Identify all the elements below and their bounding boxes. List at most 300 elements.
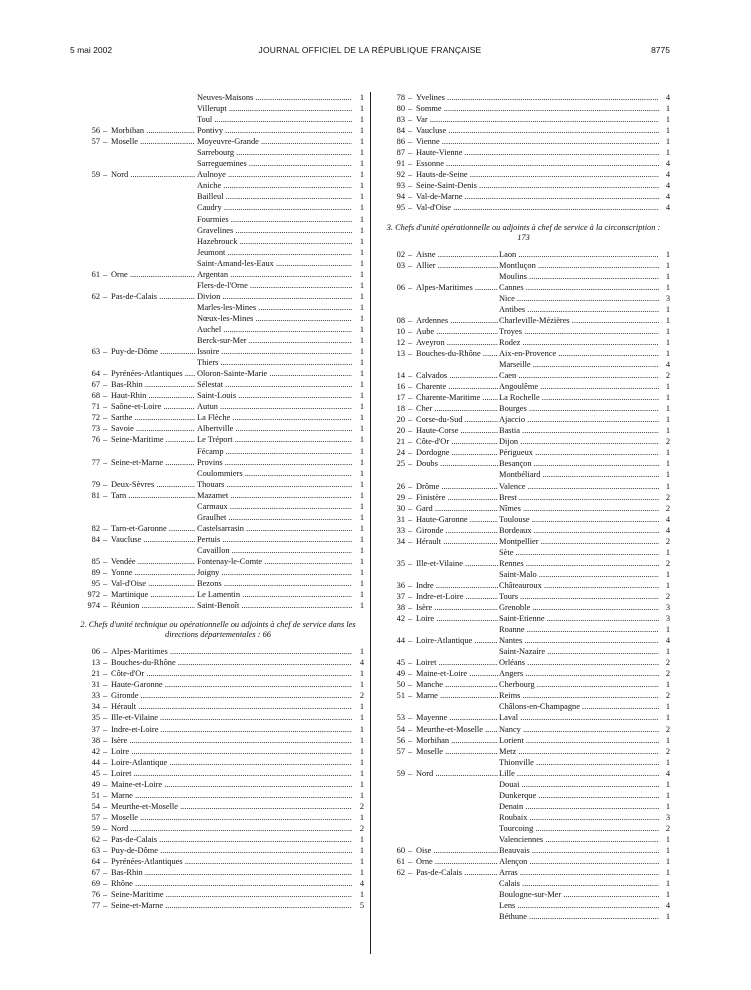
- dept-code: 30: [396, 503, 405, 513]
- post-count: 1: [665, 735, 670, 745]
- post-count: 1: [359, 669, 364, 679]
- dept-name: Tarn-et-Garonne .....: [111, 523, 195, 534]
- city-name: Pertuis .....: [197, 534, 352, 545]
- dept-code: 06: [91, 647, 100, 657]
- post-count: 1: [665, 779, 670, 789]
- dept-code: 83: [396, 115, 405, 125]
- city-name: Tours .....: [499, 591, 659, 602]
- dept-code: 26: [396, 481, 405, 491]
- dash-separator: –: [103, 126, 108, 136]
- dept-name: Pas-de-Calais .....: [111, 291, 195, 302]
- dash-separator: –: [103, 779, 108, 789]
- dash-separator: –: [103, 291, 108, 301]
- dept-name: Gironde .....: [416, 525, 498, 536]
- dash-separator: –: [103, 170, 108, 180]
- table-row: [377, 823, 670, 834]
- post-count: 1: [359, 746, 364, 756]
- post-count: 4: [665, 768, 670, 778]
- dash-separator: –: [103, 901, 108, 911]
- dept-name: Nord .....: [416, 768, 498, 779]
- dept-name: Seine-Maritime .....: [111, 889, 352, 900]
- table-row: [72, 390, 364, 401]
- post-count: 1: [359, 413, 364, 423]
- dash-separator: –: [103, 435, 108, 445]
- dash-separator: –: [103, 857, 108, 867]
- dash-separator: –: [408, 282, 413, 292]
- dept-code: 84: [396, 126, 405, 136]
- table-row: [72, 335, 364, 346]
- post-count: 1: [359, 225, 364, 235]
- dept-name: Orne .....: [111, 269, 195, 280]
- dept-code: 17: [396, 393, 405, 403]
- table-row: [377, 558, 670, 569]
- table-row: [377, 613, 670, 624]
- city-name: Laval .....: [499, 712, 659, 723]
- table-row: [377, 646, 670, 657]
- post-count: 1: [665, 249, 670, 259]
- city-name: Rodez .....: [499, 337, 659, 348]
- post-count: 1: [359, 523, 364, 533]
- table-row: [72, 158, 364, 169]
- table-row: [377, 624, 670, 635]
- dept-code: 35: [396, 558, 405, 568]
- city-name: Besançon .....: [499, 458, 659, 469]
- dash-separator: –: [103, 601, 108, 611]
- city-name: Albertville .....: [197, 423, 352, 434]
- dept-code: 33: [396, 525, 405, 535]
- table-row: [72, 291, 364, 302]
- post-count: 3: [665, 614, 670, 624]
- dash-separator: –: [408, 614, 413, 624]
- city-name: Moulins .....: [499, 271, 659, 282]
- post-count: 1: [665, 382, 670, 392]
- dash-separator: –: [408, 93, 413, 102]
- table-row: [72, 746, 364, 757]
- city-name: Valenciennes .....: [499, 834, 659, 845]
- city-name: Brest .....: [499, 492, 659, 503]
- dept-code: 51: [91, 790, 100, 800]
- post-count: 2: [665, 503, 670, 513]
- city-name: Saint-Nazaire .....: [499, 646, 659, 657]
- table-row: [72, 368, 364, 379]
- table-row: [377, 503, 670, 514]
- dept-name: Pas-de-Calais .....: [416, 867, 498, 878]
- city-name: Carmaux .....: [197, 501, 352, 512]
- dash-separator: –: [408, 525, 413, 535]
- table-row: [72, 501, 364, 512]
- table-row: [377, 900, 670, 911]
- dept-name: Alpes-Maritimes .....: [111, 646, 352, 657]
- dept-code: 13: [396, 348, 405, 358]
- dept-code: 94: [396, 192, 405, 202]
- dash-separator: –: [408, 437, 413, 447]
- post-count: 4: [665, 525, 670, 535]
- table-row: [377, 911, 670, 922]
- table-row: [377, 845, 670, 856]
- post-count: 1: [359, 490, 364, 500]
- table-row: [72, 147, 364, 158]
- dept-code: 29: [396, 492, 405, 502]
- dept-name: Maine-et-Loire .....: [111, 779, 352, 790]
- post-count: 1: [359, 468, 364, 478]
- post-count: 2: [665, 724, 670, 734]
- dept-name: Manche .....: [416, 679, 498, 690]
- city-name: Graulhet .....: [197, 512, 352, 523]
- table-row: [377, 169, 670, 180]
- city-name: Aniche .....: [197, 180, 352, 191]
- table-row: [377, 481, 670, 492]
- post-count: 1: [359, 702, 364, 712]
- dept-code: 45: [396, 658, 405, 668]
- dept-name: Val-de-Marne .....: [416, 191, 659, 202]
- table-row: [72, 768, 364, 779]
- table-row: [377, 381, 670, 392]
- dept-code: 38: [91, 735, 100, 745]
- table-row: [377, 878, 670, 889]
- table-row: [377, 447, 670, 458]
- dash-separator: –: [408, 382, 413, 392]
- table-row: [377, 602, 670, 613]
- header-title: JOURNAL OFFICIEL DE LA RÉPUBLIQUE FRANÇAISE: [258, 45, 482, 55]
- city-name: Antibes .....: [499, 304, 659, 315]
- dash-separator: –: [408, 481, 413, 491]
- post-count: 3: [665, 293, 670, 303]
- dept-name: Isère .....: [416, 602, 498, 613]
- dash-separator: –: [408, 680, 413, 690]
- post-count: 1: [359, 601, 364, 611]
- dash-separator: –: [408, 393, 413, 403]
- post-count: 1: [665, 260, 670, 270]
- dash-separator: –: [103, 890, 108, 900]
- city-name: Bezons .....: [197, 578, 352, 589]
- post-count: 2: [665, 746, 670, 756]
- dept-code: 69: [91, 879, 100, 889]
- table-row: [72, 412, 364, 423]
- dash-separator: –: [408, 503, 413, 513]
- column-divider: [370, 92, 371, 954]
- post-count: 1: [665, 702, 670, 712]
- dash-separator: –: [103, 534, 108, 544]
- city-name: Montbéliard .....: [499, 469, 659, 480]
- table-row: [72, 302, 364, 313]
- page-header: [70, 45, 670, 59]
- dept-code: 92: [396, 170, 405, 180]
- post-count: 1: [359, 647, 364, 657]
- city-name: Dunkerque .....: [499, 790, 659, 801]
- post-count: 1: [359, 247, 364, 257]
- post-count: 1: [359, 835, 364, 844]
- city-name: Caen .....: [499, 370, 659, 381]
- dept-code: 34: [91, 702, 100, 712]
- dash-separator: –: [408, 181, 413, 191]
- table-row: [72, 202, 364, 213]
- dept-code: 20: [396, 415, 405, 425]
- post-count: 1: [359, 148, 364, 158]
- table-row: [377, 790, 670, 801]
- table-row: [72, 900, 364, 911]
- city-name: Lille .....: [499, 768, 659, 779]
- dept-code: 53: [396, 713, 405, 723]
- dept-name: Loiret .....: [111, 768, 352, 779]
- dept-code: 60: [396, 846, 405, 856]
- dash-separator: –: [103, 391, 108, 401]
- dash-separator: –: [408, 846, 413, 856]
- dept-code: 56: [396, 735, 405, 745]
- post-count: 1: [359, 556, 364, 566]
- dash-separator: –: [103, 424, 108, 434]
- city-name: Neuves-Maisons .....: [197, 92, 352, 103]
- dept-name: Vaucluse .....: [111, 534, 195, 545]
- dash-separator: –: [103, 579, 108, 589]
- dash-separator: –: [408, 203, 413, 213]
- post-count: 1: [359, 402, 364, 412]
- table-row: [72, 735, 364, 746]
- post-count: 1: [665, 115, 670, 125]
- post-count: 2: [359, 691, 364, 701]
- dept-name: Savoie .....: [111, 423, 195, 434]
- table-row: [377, 114, 670, 125]
- header-date: 5 mai 2002: [70, 45, 113, 55]
- dept-name: Gironde .....: [111, 690, 352, 701]
- dept-name: Seine-Saint-Denis .....: [416, 180, 659, 191]
- post-count: 1: [665, 104, 670, 114]
- right-bottom-list: [377, 249, 670, 923]
- dept-name: Corse-du-Sud .....: [416, 414, 498, 425]
- table-row: [72, 679, 364, 690]
- dash-separator: –: [103, 347, 108, 357]
- post-count: 1: [359, 380, 364, 390]
- table-row: [72, 556, 364, 567]
- post-count: 1: [665, 282, 670, 292]
- post-count: 1: [665, 846, 670, 856]
- dash-separator: –: [103, 568, 108, 578]
- table-row: [377, 867, 670, 878]
- post-count: 3: [665, 812, 670, 822]
- dept-code: 59: [396, 768, 405, 778]
- dept-name: Bouches-du-Rhône .....: [111, 657, 352, 668]
- table-row: [377, 125, 670, 136]
- post-count: 1: [359, 757, 364, 767]
- city-name: Nœux-les-Mines .....: [197, 313, 352, 324]
- table-row: [377, 469, 670, 480]
- post-count: 2: [665, 823, 670, 833]
- post-count: 2: [665, 492, 670, 502]
- dept-code: 13: [91, 658, 100, 668]
- dash-separator: –: [408, 636, 413, 646]
- post-count: 4: [665, 192, 670, 202]
- table-row: [377, 103, 670, 114]
- post-count: 4: [665, 901, 670, 911]
- post-count: 1: [359, 170, 364, 180]
- dash-separator: –: [408, 348, 413, 358]
- city-name: Castelsarrasin .....: [197, 523, 352, 534]
- post-count: 1: [359, 336, 364, 346]
- dept-code: 38: [396, 603, 405, 613]
- post-count: 4: [359, 658, 364, 668]
- table-row: [72, 534, 364, 545]
- dash-separator: –: [408, 713, 413, 723]
- table-row: [72, 468, 364, 479]
- dept-code: 72: [91, 413, 100, 423]
- dept-name: Saône-et-Loire .....: [111, 401, 195, 412]
- city-name: Mazamet .....: [197, 490, 352, 501]
- city-name: Saint-Etienne .....: [499, 613, 659, 624]
- table-row: [72, 845, 364, 856]
- dash-separator: –: [408, 669, 413, 679]
- dept-code: 63: [91, 846, 100, 856]
- post-count: 1: [665, 448, 670, 458]
- post-count: 1: [359, 291, 364, 301]
- table-row: [72, 136, 364, 147]
- dash-separator: –: [408, 249, 413, 259]
- dept-name: Maine-et-Loire .....: [416, 668, 498, 679]
- dept-name: Puy-de-Dôme .....: [111, 845, 352, 856]
- dash-separator: –: [103, 801, 108, 811]
- city-name: Grenoble .....: [499, 602, 659, 613]
- dash-separator: –: [408, 115, 413, 125]
- table-row: [377, 768, 670, 779]
- table-row: [377, 315, 670, 326]
- dept-code: 95: [396, 203, 405, 213]
- dept-name: Mayenne .....: [416, 712, 498, 723]
- dash-separator: –: [408, 768, 413, 778]
- dept-name: Orne .....: [416, 856, 498, 867]
- dept-name: Val-d'Oise .....: [111, 578, 195, 589]
- city-name: Aulnoye .....: [197, 169, 352, 180]
- dept-code: 59: [91, 823, 100, 833]
- city-name: La Flèche .....: [197, 412, 352, 423]
- post-count: 1: [359, 846, 364, 856]
- dept-name: Ille-et-Vilaine .....: [111, 712, 352, 723]
- dept-code: 16: [396, 382, 405, 392]
- post-count: 1: [359, 313, 364, 323]
- table-row: [377, 668, 670, 679]
- dept-code: 50: [396, 680, 405, 690]
- city-name: Arras .....: [499, 867, 659, 878]
- dash-separator: –: [408, 148, 413, 158]
- post-count: 1: [665, 481, 670, 491]
- table-row: [377, 180, 670, 191]
- post-count: 2: [665, 658, 670, 668]
- city-name: Châteauroux .....: [499, 580, 659, 591]
- dept-name: Vaucluse .....: [416, 125, 659, 136]
- post-count: 1: [665, 271, 670, 281]
- city-name: Flers-de-l'Orne .....: [197, 280, 352, 291]
- table-row: [377, 202, 670, 213]
- post-count: 1: [665, 393, 670, 403]
- table-row: [377, 591, 670, 602]
- city-name: Nancy .....: [499, 724, 659, 735]
- dept-name: Loire-Atlantique .....: [416, 635, 498, 646]
- dash-separator: –: [408, 137, 413, 147]
- table-row: [377, 326, 670, 337]
- table-row: [72, 379, 364, 390]
- post-count: 4: [665, 203, 670, 213]
- table-row: [377, 779, 670, 790]
- dept-name: Allier .....: [416, 260, 498, 271]
- dept-code: 63: [91, 347, 100, 357]
- dept-name: Seine-et-Marne .....: [111, 457, 195, 468]
- dept-code: 62: [396, 868, 405, 878]
- post-count: 1: [359, 457, 364, 467]
- dept-code: 57: [396, 746, 405, 756]
- city-name: Marles-les-Mines .....: [197, 302, 352, 313]
- dept-name: Haut-Rhin .....: [111, 390, 195, 401]
- post-count: 4: [359, 879, 364, 889]
- post-count: 4: [665, 170, 670, 180]
- dash-separator: –: [408, 868, 413, 878]
- post-count: 1: [665, 348, 670, 358]
- dept-name: Bas-Rhin .....: [111, 867, 352, 878]
- dept-name: Marne .....: [111, 790, 352, 801]
- dept-name: Haute-Garonne .....: [111, 679, 352, 690]
- post-count: 1: [359, 545, 364, 555]
- table-row: [72, 790, 364, 801]
- dept-code: 64: [91, 857, 100, 867]
- post-count: 1: [665, 625, 670, 635]
- table-row: [72, 457, 364, 468]
- city-name: Bourges .....: [499, 403, 659, 414]
- post-count: 1: [359, 269, 364, 279]
- post-count: 1: [665, 547, 670, 557]
- post-count: 2: [665, 591, 670, 601]
- dept-name: Seine-Maritime .....: [111, 434, 195, 445]
- dash-separator: –: [408, 558, 413, 568]
- dept-name: Yvelines .....: [416, 92, 659, 103]
- dept-code: 37: [91, 724, 100, 734]
- post-count: 1: [359, 391, 364, 401]
- dept-code: 49: [91, 779, 100, 789]
- dash-separator: –: [103, 413, 108, 423]
- dept-name: Loiret .....: [416, 657, 498, 668]
- dept-code: 57: [91, 812, 100, 822]
- post-count: 1: [359, 779, 364, 789]
- table-row: [377, 834, 670, 845]
- table-row: [72, 668, 364, 679]
- city-name: Roubaix .....: [499, 812, 659, 823]
- post-count: 1: [359, 236, 364, 246]
- dash-separator: –: [408, 159, 413, 169]
- dept-name: Calvados .....: [416, 370, 498, 381]
- city-name: Coulommiers .....: [197, 468, 352, 479]
- dept-code: 87: [396, 148, 405, 158]
- post-count: 2: [665, 536, 670, 546]
- dept-name: Hérault .....: [111, 701, 352, 712]
- city-name: La Rochelle .....: [499, 392, 659, 403]
- city-name: Saint-Malo .....: [499, 569, 659, 580]
- dept-code: 34: [396, 536, 405, 546]
- dept-code: 84: [91, 534, 100, 544]
- dept-code: 42: [396, 614, 405, 624]
- table-row: [72, 169, 364, 180]
- right-column: [377, 92, 670, 922]
- city-name: Calais .....: [499, 878, 659, 889]
- table-row: [72, 823, 364, 834]
- post-count: 1: [359, 579, 364, 589]
- table-row: [377, 635, 670, 646]
- dept-code: 24: [396, 448, 405, 458]
- city-name: Montpellier .....: [499, 536, 659, 547]
- dash-separator: –: [103, 790, 108, 800]
- dept-name: Yonne .....: [111, 567, 195, 578]
- post-count: 1: [665, 459, 670, 469]
- city-name: Bordeaux .....: [499, 525, 659, 536]
- dept-code: 86: [396, 137, 405, 147]
- dept-code: 56: [91, 126, 100, 136]
- city-name: Cannes .....: [499, 282, 659, 293]
- dept-name: Côte-d'Or .....: [416, 436, 498, 447]
- post-count: 2: [359, 801, 364, 811]
